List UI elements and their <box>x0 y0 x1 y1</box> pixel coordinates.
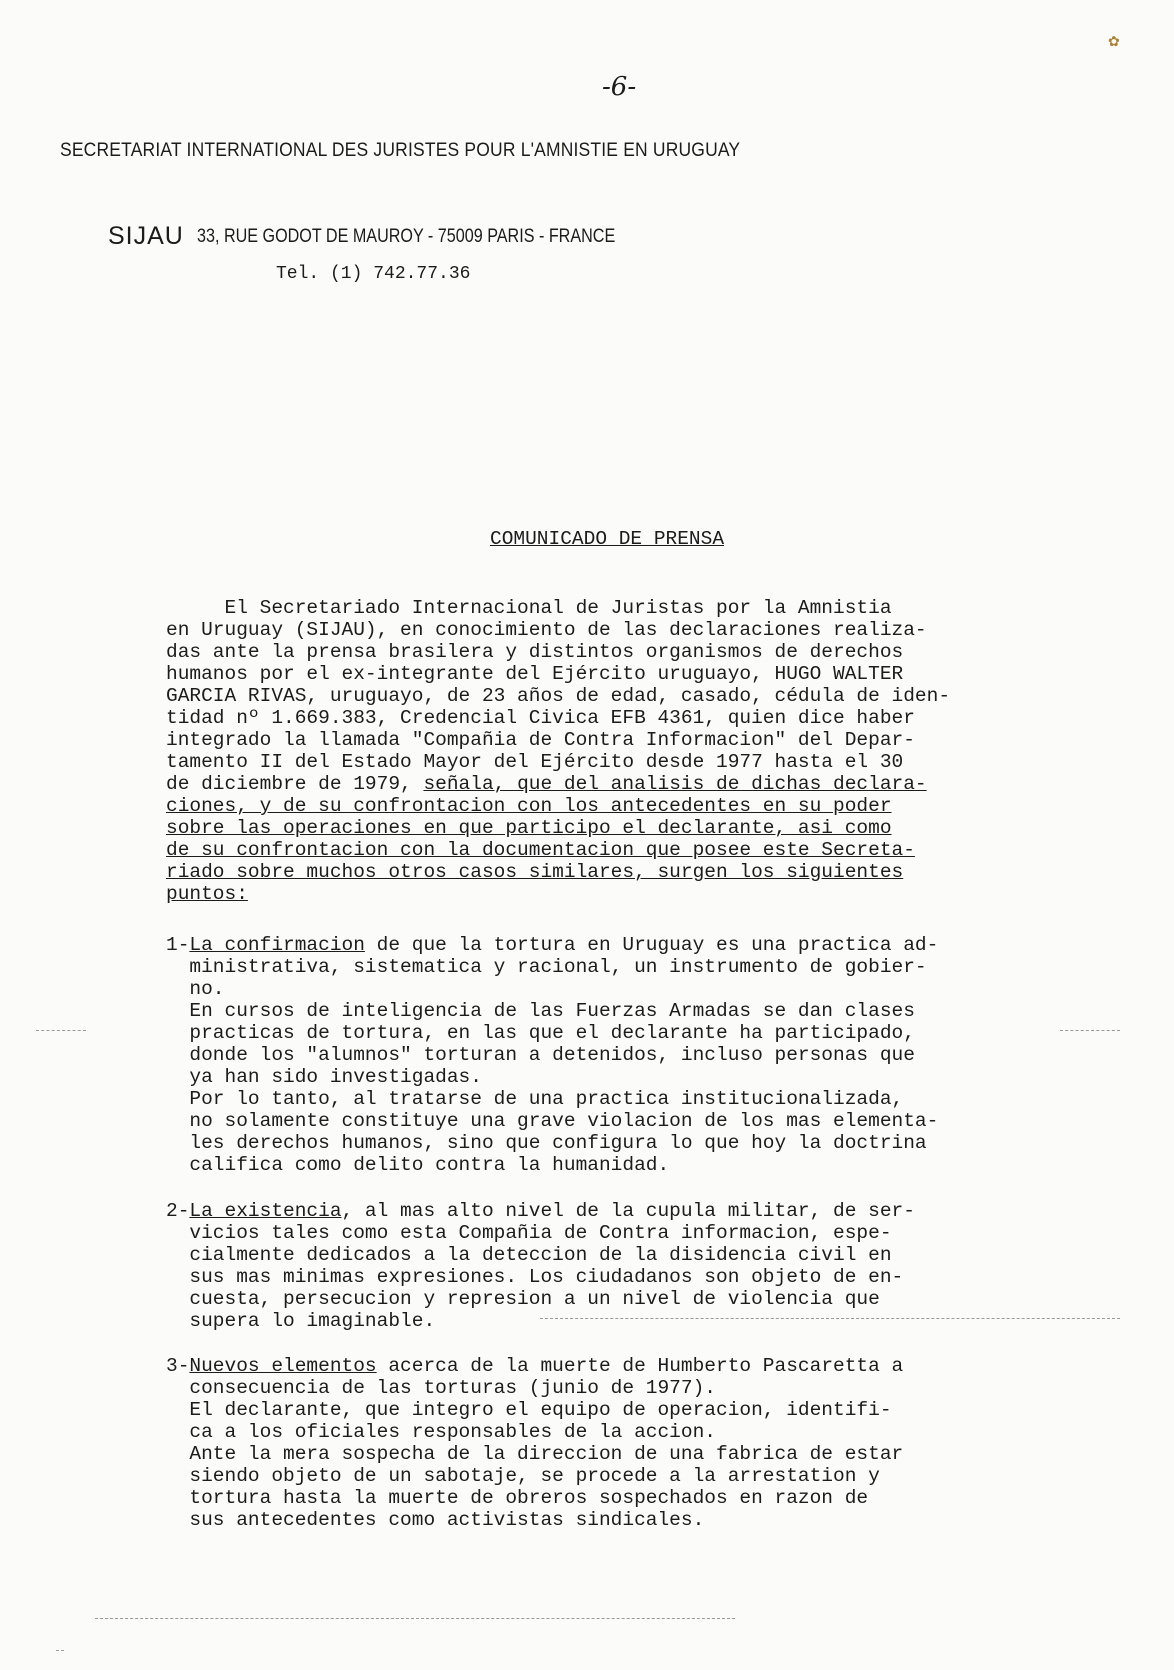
organization-phone: Tel. (1) 742.77.36 <box>276 264 471 284</box>
document-title: COMUNICADO DE PRENSA <box>490 528 725 550</box>
text-line: humanos por el ex-integrante del Ejército uruguayo, HUGO WALTER <box>166 663 904 685</box>
text-line <box>166 839 950 861</box>
text-line: practicas de tortura, en las que el declarante ha participado, <box>166 1022 915 1044</box>
text-line <box>166 861 950 883</box>
text-line: En cursos de inteligencia de las Fuerzas Armadas se dan clases <box>166 1000 915 1022</box>
point-lead: La existencia <box>189 1200 342 1222</box>
text-line: supera lo imaginable. <box>166 1310 436 1332</box>
text-line: consecuencia de las torturas (junio de 1977). <box>166 1377 716 1399</box>
scan-artifact-line <box>36 1030 86 1031</box>
underlined-text: puntos: <box>166 883 248 905</box>
text-line <box>166 817 950 839</box>
text-line <box>166 795 950 817</box>
point-lead: Nuevos elementos <box>189 1355 377 1377</box>
point-number: 1- <box>166 934 190 956</box>
underlined-text: ciones, y de su confrontacion con los antecedentes en su poder <box>166 795 892 817</box>
point-1 <box>166 934 938 1176</box>
text-line: cuesta, persecucion y represion a un nivel de violencia que <box>166 1288 880 1310</box>
organization-acronym: SIJAU <box>108 222 184 250</box>
text-line: ya han sido investigadas. <box>166 1066 482 1088</box>
page-number: -6- <box>602 72 637 102</box>
point-number: 2- <box>166 1200 190 1222</box>
text-line: Ante la mera sospecha de la direccion de una fabrica de estar <box>166 1443 904 1465</box>
scan-artifact-line <box>95 1618 735 1619</box>
text-line: ministrativa, sistematica y racional, un instrumento de gobier- <box>166 956 927 978</box>
point-2 <box>166 1200 915 1332</box>
point-lead: La confirmacion <box>189 934 365 956</box>
text-line: siendo objeto de un sabotaje, se procede a la arrestation y <box>166 1465 880 1487</box>
text-line: tamento II del Estado Mayor del Ejército desde 1977 hasta el 30 <box>166 751 904 773</box>
text-line: califica como delito contra la humanidad. <box>166 1154 670 1176</box>
text-line <box>166 883 950 905</box>
text-line: El declarante, que integro el equipo de operacion, identifi- <box>166 1399 892 1421</box>
organization-name: SECRETARIAT INTERNATIONAL DES JURISTES POUR L'AMNISTIE EN URUGUAY <box>60 140 741 161</box>
text-line: sus mas minimas expresiones. Los ciudadanos son objeto de en- <box>166 1266 904 1288</box>
underlined-text: de su confrontacion con la documentacion que posee este Secreta- <box>166 839 915 861</box>
underlined-text: señala, que del analisis de dichas declara- <box>423 773 927 795</box>
scan-artifact-line <box>540 1318 1120 1319</box>
scan-artifact-line <box>1060 1030 1120 1031</box>
scan-artifact-line <box>56 1650 64 1651</box>
organization-address: 33, RUE GODOT DE MAUROY - 75009 PARIS - FRANCE <box>197 226 616 247</box>
text-line: de diciembre de 1979, señala, que del analisis de dichas declara- <box>166 773 927 795</box>
text-line: cialmente dedicados a la deteccion de la disidencia civil en <box>166 1244 892 1266</box>
text-line: ca a los oficiales responsables de la accion. <box>166 1421 716 1443</box>
text-line: 3-Nuevos elementos acerca de la muerte de Humberto Pascaretta a <box>166 1355 904 1377</box>
scan-artifact-mark: ✿ <box>1108 34 1120 50</box>
text-line: 1-La confirmacion de que la tortura en Uruguay es una practica ad- <box>166 934 939 956</box>
text-line: donde los "alumnos" torturan a detenidos, incluso personas que <box>166 1044 915 1066</box>
text-line: les derechos humanos, sino que configura lo que hoy la doctrina <box>166 1132 927 1154</box>
underlined-text: sobre las operaciones en que participo el declarante, asi como <box>166 817 892 839</box>
point-3 <box>166 1355 903 1531</box>
text-line: Por lo tanto, al tratarse de una practica institucionalizada, <box>166 1088 904 1110</box>
text-line: en Uruguay (SIJAU), en conocimiento de las declaraciones realiza- <box>166 619 927 641</box>
text-line: El Secretariado Internacional de Juristas por la Amnistia <box>166 597 892 619</box>
point-number: 3- <box>166 1355 190 1377</box>
text-line: das ante la prensa brasilera y distintos organismos de derechos <box>166 641 904 663</box>
text-line: tortura hasta la muerte de obreros sospechados en razon de <box>166 1487 869 1509</box>
text-line: no. <box>166 978 225 1000</box>
text-line: GARCIA RIVAS, uruguayo, de 23 años de edad, casado, cédula de iden- <box>166 685 951 707</box>
text-line: no solamente constituye una grave violacion de los mas elementa- <box>166 1110 939 1132</box>
text-line: tidad nº 1.669.383, Credencial Civica EFB 4361, quien dice haber <box>166 707 915 729</box>
text-line: vicios tales como esta Compañia de Contra informacion, espe- <box>166 1222 892 1244</box>
underlined-text: riado sobre muchos otros casos similares, surgen los siguientes <box>166 861 904 883</box>
intro-paragraph <box>166 597 950 905</box>
text-line: integrado la llamada "Compañia de Contra Informacion" del Depar- <box>166 729 915 751</box>
text-line: sus antecedentes como activistas sindicales. <box>166 1509 705 1531</box>
text-line: 2-La existencia, al mas alto nivel de la cupula militar, de ser- <box>166 1200 915 1222</box>
